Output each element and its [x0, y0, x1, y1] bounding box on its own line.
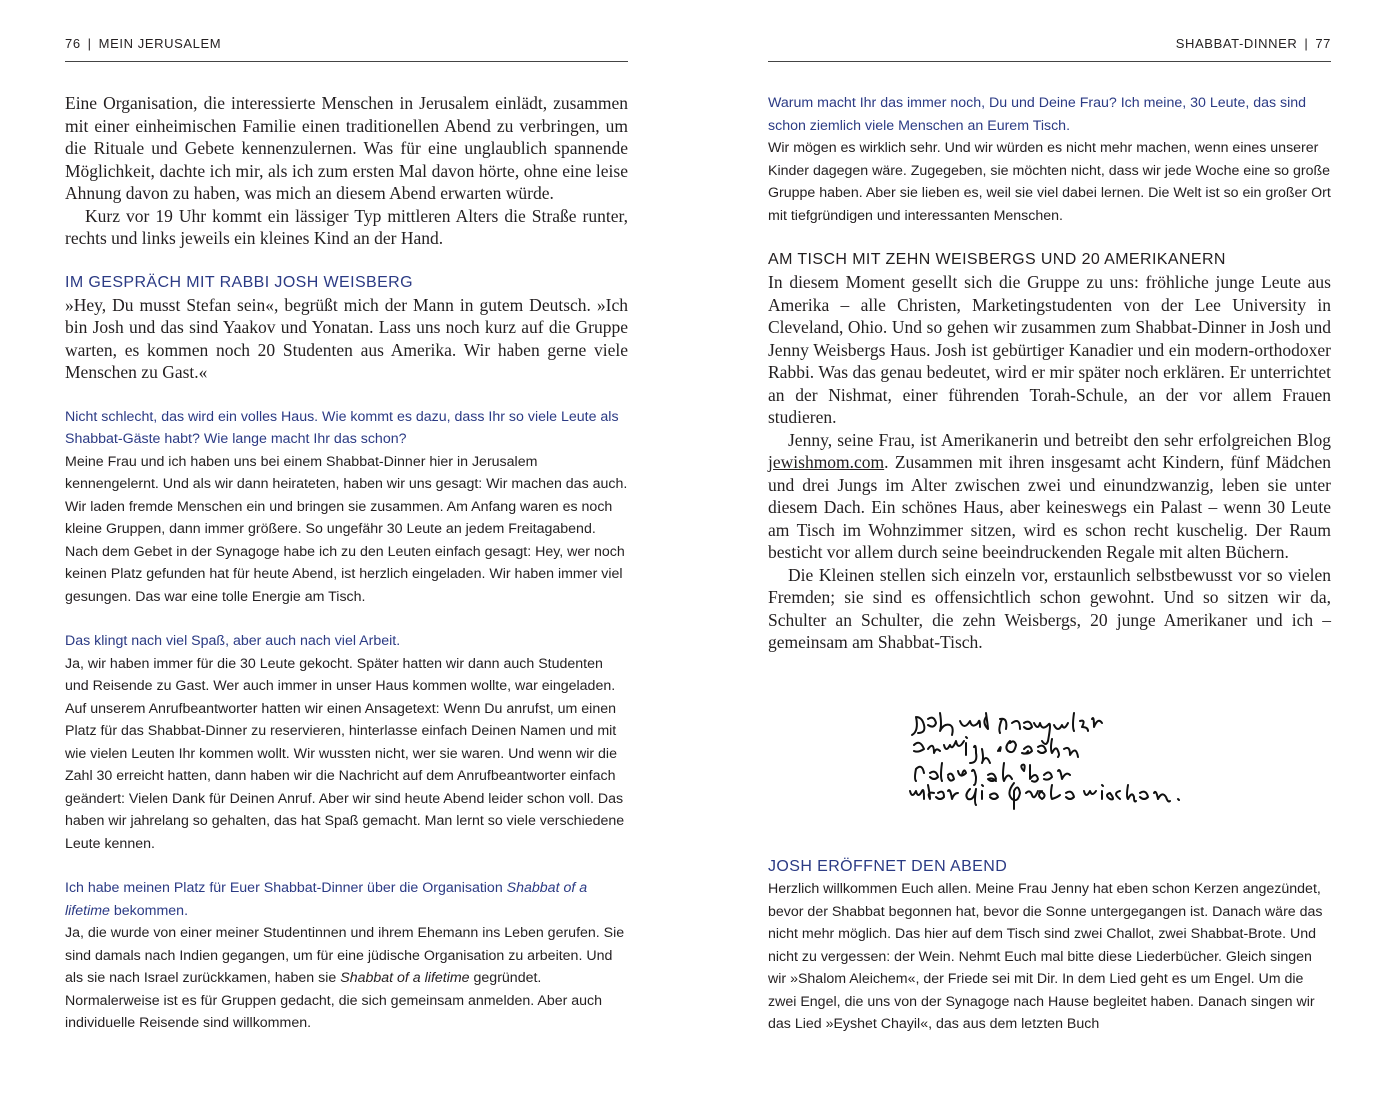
section-heading: IM GESPRÄCH MIT RABBI JOSH WEISBERG: [65, 273, 413, 291]
handwritten-note: [902, 705, 1198, 813]
interview-answer: Wir mögen es wirklich sehr. Und wir würden es nicht mehr machen, wenn eines unserer Kinder dagegen wäre. Zugegeben, sie möchten nicht, dass wir jede Woche eine so große Gruppe haben. Aber sie lieben es, weil sie viel dabei lernen. Die Welt ist so ein großer Ort mit tiefgründigen und interessanten Menschen.: [768, 140, 1331, 224]
intro-paragraph: Kurz vor 19 Uhr kommt ein lässiger Typ mittleren Alters die Straße runter, rechts und links jeweils ein kleines Kind an der Hand.: [65, 205, 628, 248]
answer-text: gegründet. Normalerweise ist es für Gruppen gedacht, die sich gemeinsam anmelden. Aber auch individuelle Reisende sind willkommen.: [65, 970, 603, 1031]
interview-question: Das klingt nach viel Spaß, aber auch nach viel Arbeit.: [65, 633, 401, 649]
page-body: [768, 92, 1331, 654]
organisation-name: Shabbat of a lifetime: [65, 880, 588, 919]
running-header: [768, 33, 1331, 62]
header-separator: |: [1304, 36, 1309, 51]
interview-answer: Meine Frau und ich haben uns bei einem Shabbat-Dinner hier in Jerusalem kennengelernt. Und als wir dann heirateten, haben wir uns gesagt: Wir machen das auch. Wir laden fremde Menschen ein und bringen sie zusammen. Am Anfang waren es noch kleine Gruppen, dann immer größere. So ungefähr 30 Leute an jedem Freitagabend. Nach dem Gebet in der Synagoge habe ich zu den Leuten einfach gesagt: Hey, wer noch keinen Platz gefunden hat für heute Abend, ist herzlich eingeladen. Wir haben immer viel gesungen. Das war eine tolle Energie am Tisch.: [65, 453, 628, 605]
section-heading: JOSH ERÖFFNET DEN ABEND: [768, 858, 1008, 875]
interview-question: Warum macht Ihr das immer noch, Du und Deine Frau? Ich meine, 30 Leute, das sind schon ziemlich viele Menschen an Eurem Tisch.: [768, 95, 1307, 134]
page-body: [65, 92, 628, 1035]
paragraph-text: . Zusammen mit ihren insgesamt acht Kindern, fünf Mädchen und drei Jungs im Alter zwischen zwei und einundzwanzig, leben sie unter diesem Dach. Ein schönes Haus, aber keineswegs ein Palast – wenn 30 Leute am Tisch im Wohnzimmer sitzen, wird es schon recht kuschelig. Der Raum besticht vor allem durch seine beeindruckenden Regale mit alten Büchern.: [768, 452, 1331, 562]
handwriting-scribble-icon: [902, 705, 1198, 813]
blog-link[interactable]: jewishmom.com: [768, 452, 885, 472]
question-text: bekommen.: [109, 902, 189, 919]
answer-text: Ja, die wurde von einer meiner Studentinnen und ihrem Ehemann ins Leben gerufen. Sie sind damals nach Indien gegangen, um für eine jüdische Organisation zu arbeiten. Und als sie nach Israel zurückkamen, haben sie: [65, 925, 625, 986]
interview-question: Nicht schlecht, das wird ein volles Haus. Wie kommt es dazu, dass Ihr so viele Leute als Shabbat-Gäste habt? Wie lange macht Ihr das schon?: [65, 408, 619, 447]
page-number: 77: [1315, 36, 1331, 51]
intro-paragraph: Eine Organisation, die interessierte Menschen in Jerusalem einlädt, zusammen mit einer einheimischen Familie einen traditionellen Abend zu verbringen, um die Rituale und Gebete kennenzulernen. Was für eine unglaublich spannende Möglichkeit, dachte ich mir, als ich zum ersten Mal davon hörte, ohne eine leise Ahnung davon zu haben, was mich an diesem Abend erwarten würde.: [65, 93, 628, 203]
running-title: MEIN JERUSALEM: [98, 36, 222, 51]
interview-answer: Ja, wir haben immer für die 30 Leute gekocht. Später hatten wir dann auch Studenten und Reisende zu Gast. Wer auch immer in unser Haus kommen wollte, war eingeladen. Auf unserem Anrufbeantworter hatten wir einen Ansagetext: Wenn Du anrufst, um einen Platz für das Shabbat-Dinner zu reservieren, hinterlasse einfach Deinen Namen und mit wie vielen Leuten Ihr kommen wollt. Wir wussten nicht, wer sie waren. Und wenn wir die Zahl 30 erreicht hatten, dann haben wir die Nachricht auf dem Anrufbeantworter einfach geändert: Vielen Dank für Deinen Anruf. Aber wir sind heute Abend leider schon voll. Das haben wir jahrelang so gehalten, das hat Spaß gemacht. Man lernt so viele verschiedene Leute kennen.: [65, 655, 625, 852]
body-paragraph: In diesem Moment gesellt sich die Gruppe zu uns: fröhliche junge Leute aus Amerika – alle Christen, Marketingstudenten von der Lee University in Cleveland, Ohio. Und so gehen wir zusammen zum Shabbat-Dinner in Josh und Jenny Weisbergs Haus. Josh ist gebürtiger Kanadier und ein modern-orthodoxer Rabbi. Was das genau bedeutet, wird er mir später noch erklären. Er unterrichtet an der Nishmat, einer führenden Torah-Schule, an der vor allem Frauen studieren.: [768, 272, 1331, 427]
paragraph-text: Jenny, seine Frau, ist Amerikanerin und betreibt den sehr erfolgreichen Blog: [788, 429, 1331, 450]
body-paragraph: Die Kleinen stellen sich einzeln vor, erstaunlich selbstbewusst vor so vielen Fremden; sie sind es offensichtlich schon gewohnt. Und so sitzen wir da, Schulter an Schulter, die zehn Weisbergs, 20 junge Amerikaner und ich – gemeinsam am Shabbat-Tisch.: [768, 564, 1331, 652]
closing-section: [768, 856, 1331, 1036]
organisation-name: Shabbat of a lifetime: [340, 970, 470, 986]
running-header: [65, 33, 628, 62]
body-paragraph: [768, 429, 1331, 564]
running-title: SHABBAT-DINNER: [1175, 36, 1298, 51]
section-heading: AM TISCH MIT ZEHN WEISBERGS UND 20 AMERIKANERN: [768, 251, 1226, 268]
question-text: Ich habe meinen Platz für Euer Shabbat-Dinner über die Organisation: [65, 880, 507, 896]
interview-answer: [65, 922, 628, 1035]
interview-question: [65, 877, 628, 922]
header-separator: |: [87, 36, 92, 51]
section-paragraph: »Hey, Du musst Stefan sein«, begrüßt mich der Mann in gutem Deutsch. »Ich bin Josh und das sind Yaakov und Yonatan. Lass uns noch kurz auf die Gruppe warten, es kommen noch 20 Studenten aus Amerika. Wir haben gerne viele Menschen zu Gast.«: [65, 294, 628, 382]
page-number: 76: [65, 36, 81, 51]
interview-answer: Herzlich willkommen Euch allen. Meine Frau Jenny hat eben schon Kerzen angezündet, bevor der Shabbat begonnen hat, bevor die Sonne untergegangen ist. Danach wäre das nicht mehr möglich. Das hier auf dem Tisch sind zwei Challot, zwei Shabbat-Brote. Und nicht zu vergessen: der Wein. Nehmt Euch mal bitte diese Liederbücher. Gleich singen wir »Shalom Aleichem«, der Friede sei mit Dir. In dem Lied geht es um Engel. Um die zwei Engel, die uns von der Synagoge nach Hause begleitet haben. Danach singen wir das Lied »Eyshet Chayil«, das aus dem letzten Buch: [768, 881, 1323, 1032]
